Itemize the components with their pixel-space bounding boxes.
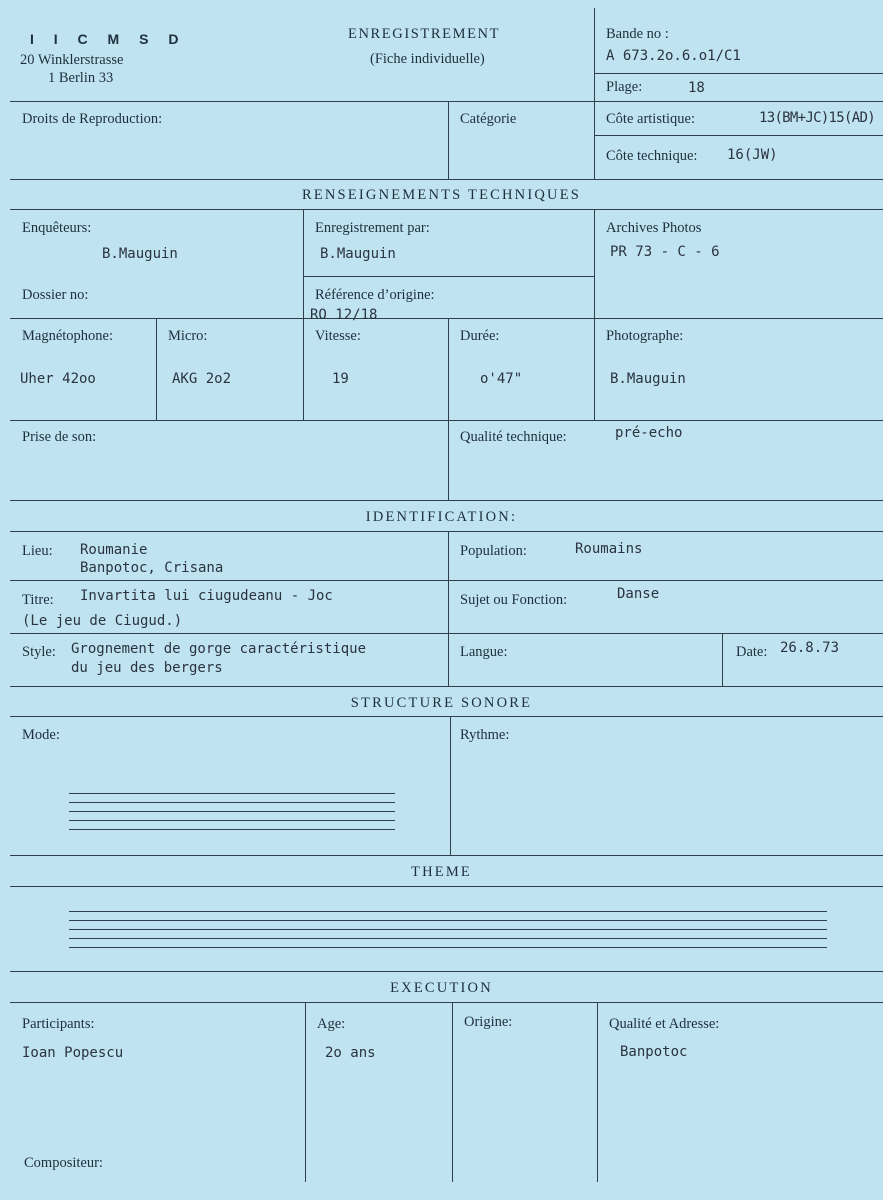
origine-label: Origine: [464,1014,513,1030]
mode-label: Mode: [22,727,60,743]
org-address-line1: 20 Winklerstrasse [20,52,124,68]
duree-label: Durée: [460,328,500,344]
divider-line [450,716,451,855]
magnetophone-value: Uher 42oo [20,371,96,387]
staff-line [69,920,827,921]
qualite-adresse-label: Qualité et Adresse: [609,1016,720,1032]
bande-value: A 673.2o.6.o1/C1 [606,48,741,64]
divider-line [156,318,157,420]
date-label: Date: [736,644,768,660]
style-value-line2: du jeu des bergers [71,660,223,676]
divider-line [10,101,883,102]
staff-line [69,947,827,948]
form-title: ENREGISTREMENT [348,26,501,42]
divider-line [10,716,883,717]
divider-line [594,209,595,420]
age-label: Age: [317,1016,346,1032]
divider-line [10,633,883,634]
divider-line [10,580,883,581]
divider-line [594,8,595,179]
qualite-technique-label: Qualité technique: [460,429,567,445]
section-title-techniques: RENSEIGNEMENTS TECHNIQUES [301,187,582,203]
photographe-label: Photographe: [606,328,684,344]
rythme-label: Rythme: [460,727,510,743]
lieu-value-line2: Banpotoc, Crisana [80,560,224,576]
divider-line [10,420,883,421]
compositeur-label: Compositeur: [24,1155,103,1171]
staff-line [69,820,395,821]
staff-line [69,911,827,912]
date-value: 26.8.73 [780,640,840,656]
participants-label: Participants: [22,1016,95,1032]
reference-value: RO 12/18 [310,307,378,323]
vitesse-value: 19 [332,371,349,387]
lieu-label: Lieu: [22,543,53,559]
population-label: Population: [460,543,527,559]
prise-de-son-label: Prise de son: [22,429,97,445]
categorie-label: Catégorie [460,111,517,127]
section-title-identification: IDENTIFICATION: [365,509,518,525]
divider-line [10,209,883,210]
staff-line [69,793,395,794]
divider-line [10,855,883,856]
divider-line [722,633,723,686]
enregistrement-par-label: Enregistrement par: [315,220,430,236]
enqueteurs-label: Enquêteurs: [22,220,92,236]
archives-photos-label: Archives Photos [606,220,702,236]
cote-technique-label: Côte technique: [606,148,698,164]
divider-line [10,686,883,687]
reference-label: Référence d’origine: [315,287,435,303]
org-address-line2: 1 Berlin 33 [48,70,114,86]
divider-line [10,318,883,319]
cote-artistique-value: 13(BM+JC)15(AD) [759,110,875,126]
enregistrement-par-value: B.Mauguin [320,246,396,262]
divider-line [305,1002,306,1182]
staff-line [69,802,395,803]
plage-value: 18 [688,80,705,96]
divider-line [303,276,594,277]
divider-line [597,1002,598,1182]
micro-label: Micro: [168,328,208,344]
divider-line [594,73,883,74]
magnetophone-label: Magnétophone: [22,328,114,344]
qualite-technique-value: pré-echo [615,425,683,441]
titre-value-line1: Invartita lui ciugudeanu - Joc [80,588,333,604]
divider-line [448,420,449,500]
population-value: Roumains [575,541,643,557]
divider-line [10,500,883,501]
cote-artistique-label: Côte artistique: [606,111,695,127]
titre-value-line2: (Le jeu de Ciugud.) [22,613,183,629]
divider-line [10,886,883,887]
vitesse-label: Vitesse: [315,328,361,344]
divider-line [10,971,883,972]
lieu-value-line1: Roumanie [80,542,148,558]
section-title-theme: THEME [411,864,472,880]
staff-line [69,938,827,939]
micro-value: AKG 2o2 [172,371,232,387]
staff-line [69,811,395,812]
style-label: Style: [22,644,56,660]
plage-label: Plage: [606,79,643,95]
divider-line [452,1002,453,1182]
duree-value: o'47" [480,371,523,387]
participants-value: Ioan Popescu [22,1045,124,1061]
enqueteurs-value: B.Mauguin [102,246,178,262]
divider-line [448,531,449,686]
org-name: I I C M S D [30,31,187,47]
archives-photos-value: PR 73 - C - 6 [610,244,720,260]
staff-line [69,829,395,830]
section-title-execution: EXECUTION [390,980,493,996]
sujet-fonction-label: Sujet ou Fonction: [460,592,568,608]
form-subtitle: (Fiche individuelle) [370,51,485,67]
style-value-line1: Grognement de gorge caractéristique [71,641,367,657]
divider-line [10,531,883,532]
dossier-label: Dossier no: [22,287,89,303]
divider-line [448,101,449,179]
photographe-value: B.Mauguin [610,371,686,387]
cote-technique-value: 16(JW) [727,147,778,163]
langue-label: Langue: [460,644,508,660]
staff-line [69,929,827,930]
droits-label: Droits de Reproduction: [22,111,163,127]
divider-line [303,209,304,420]
divider-line [10,179,883,180]
titre-label: Titre: [22,592,54,608]
section-title-structure: STRUCTURE SONORE [350,695,533,711]
divider-line [10,1002,883,1003]
sujet-fonction-value: Danse [617,586,660,602]
age-value: 2o ans [325,1045,376,1061]
bande-label: Bande no : [606,26,669,42]
qualite-adresse-value: Banpotoc [620,1044,688,1060]
divider-line [448,318,449,420]
divider-line [594,135,883,136]
